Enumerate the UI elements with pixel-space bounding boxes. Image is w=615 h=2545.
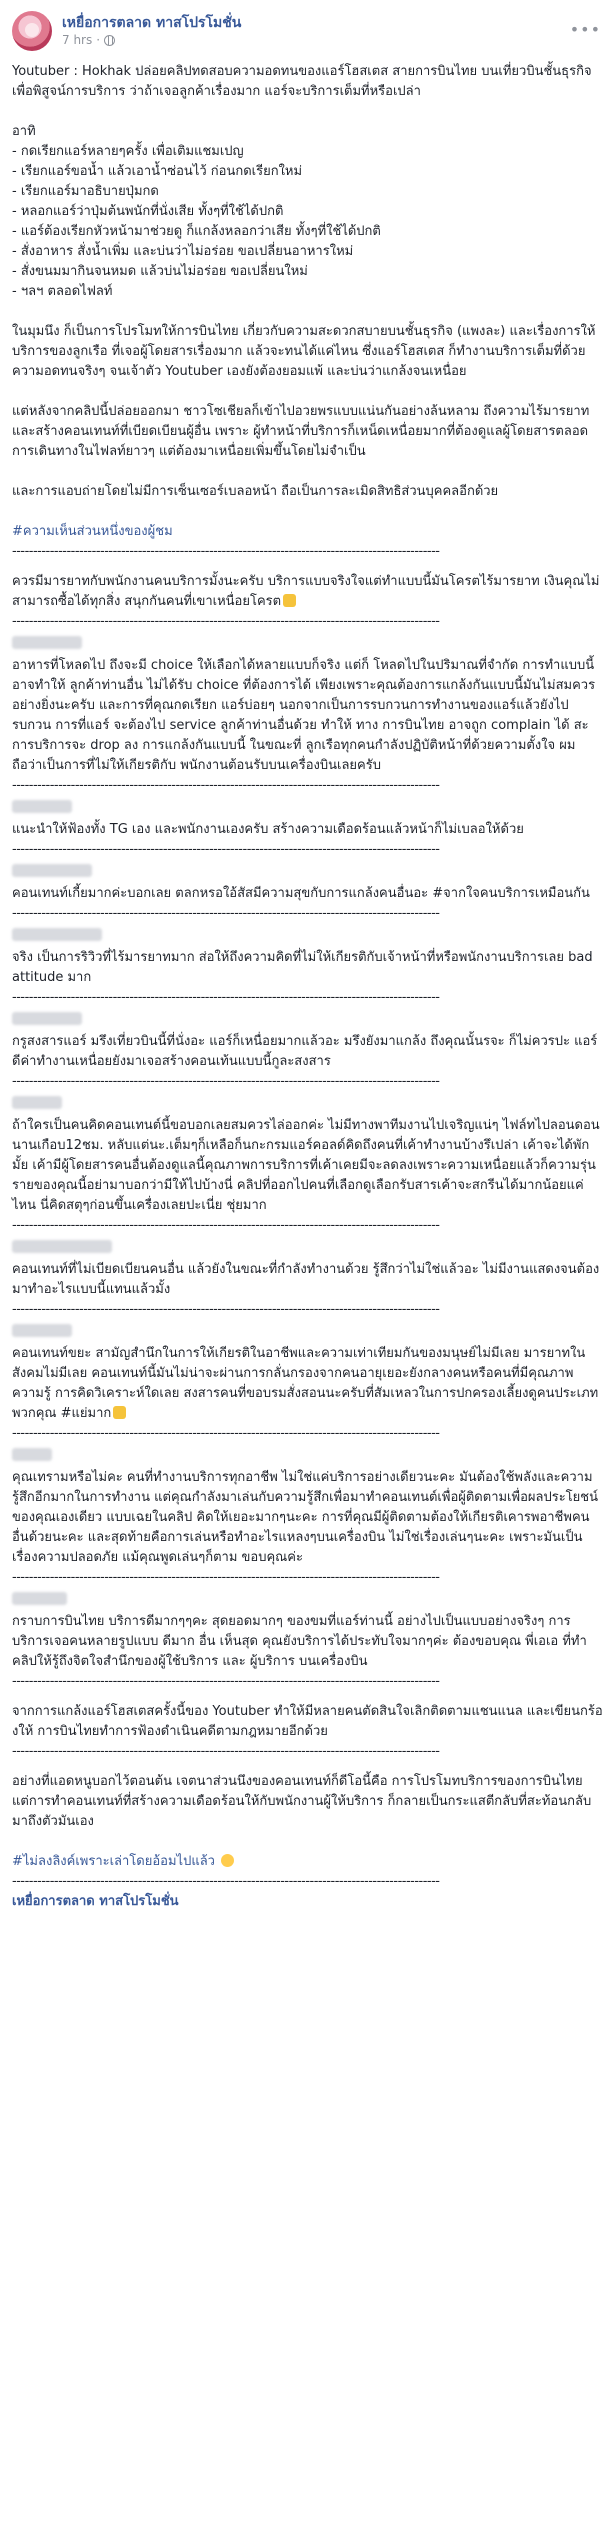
comment-text: ควรมีมารยาทกับพนักงานคนบริการมั้งนะครับ บริการแบบจริงใจแต่ทำแบบนี้มันโครตไร้มารยาท เงินคุณไม่สามารถซื้อได้ทุกสิ่ง สนุกกันคนที่เขาเหนื่อยโครต xyxy=(12,574,600,609)
list-item: - กดเรียกแอร์หลายๆครั้ง เพื่อเติมแชมเปญ xyxy=(12,144,244,159)
post-header xyxy=(12,0,603,62)
divider: ------------------------------------------------------------------------------------------------------ xyxy=(12,614,440,629)
blurred-commenter-name xyxy=(12,1012,82,1025)
blurred-commenter-name xyxy=(12,1096,62,1109)
hashtag-end-row xyxy=(12,1852,603,1872)
divider: ------------------------------------------------------------------------------------------------------ xyxy=(12,544,440,559)
separator-dot: · xyxy=(96,33,101,47)
divider: ------------------------------------------------------------------------------------------------------ xyxy=(12,906,440,921)
thumbs-up-icon xyxy=(283,594,296,607)
comment-text: กรูสงสารแอร์ มรึงเที่ยวบินนี้ที่นั่งอะ แอร์ก็เหนื่อยมากแล้วอะ มรึงยังมาแกล้ง ถึงคุณนั้นรจะ ก็ไม่ควรปะ แอร์ดีค่าทำงานเหนื่อยยังมาเจอสร้างคอนเท้นแบบนี้กูละสงสาร xyxy=(12,1034,598,1069)
divider: ------------------------------------------------------------------------------------------------------ xyxy=(12,990,440,1005)
comment-text: คอนเทนท์ที่ไม่เบียดเบียนคนอื่น แล้วยังในขณะที่กำลังทำงานด้วย รู้สึกว่าไม่ใช่แล้วอะ ไม่มีงานแสดงจนต้องมาทำอะไรแบบนี้แทนแล้วมั้ง xyxy=(12,1262,600,1297)
closing-paragraph: อย่างที่แอดหนูบอกไว้ตอนต้น เจตนาส่วนนึงของคอนเทนท์ก็ดีโอนี้คือ การโปรโมทบริการของการบินไทย แต่การทำคอนเทนท์ที่สร้างความเดือดร้อนให้กับพนักงานผู้ให้บริการ ก็กลายเป็นกระแสตีกลับที่สะท้อนกลับมาถึงตัวมันเอง xyxy=(12,1774,592,1829)
divider: ------------------------------------------------------------------------------------------------------ xyxy=(12,1074,440,1089)
list-item: - เรียกแอร์ขอน้ำ แล้วเอาน้ำซ่อนไว้ ก่อนกดเรียกใหม่ xyxy=(12,164,303,179)
list-item: - แอร์ต้องเรียกหัวหน้ามาช่วยดู ก็แกล้งหลอกว่าเสีย ทั้งๆที่ใช้ได้ปกติ xyxy=(12,224,381,239)
paragraph-promotion: ในมุมนึง ก็เป็นการโปรโมทให้การบินไทย เกี่ยวกับความสะดวกสบายบนชั้นธุรกิจ (แพงละ) และเรื่องการให้บริการของลูกเรือ ที่เจอผู้โดยสารเรื่องมาก แล้วจะทนได้แค่ไหน ซึ่งแอร์โฮสเตส ก็ทำงานบริการเต็มที่ด้วยความอดทนจริงๆ จนเจ้าตัว Youtuber เองยังต้องยอมแพ้ และบ่นว่าแกล้งจนเหนื่อย xyxy=(12,324,596,379)
comment-text: แนะนำให้ฟ้องทั้ง TG เอง และพนักงานเองครับ สร้างความเดือดร้อนแล้วหน้าก็ไม่เบลอให้ด้วย xyxy=(12,822,524,837)
hashtag-end[interactable]: #ไม่ลงลิงค์เพราะเล่าโดยอ้อมไปแล้ว xyxy=(12,1854,215,1869)
page-name-link[interactable]: เหยื่อการตลาด ทาสโปรโมชั่น xyxy=(62,15,242,31)
comment-text: จริง เป็นการริวิวที่ไร้มารยาทมาก ส่อให้ถึงความคิดที่ไม่ให้เกียรติกับเจ้าหน้าที่หรือพนักงานบริการเลย bad attitude มาก xyxy=(12,950,593,985)
list-item: - สั่งขนมมากินจนหมด แล้วบ่นไม่อร่อย ขอเปลี่ยนใหม่ xyxy=(12,264,308,279)
divider: ------------------------------------------------------------------------------------------------------ xyxy=(12,1570,440,1585)
divider: ------------------------------------------------------------------------------------------------------ xyxy=(12,1744,440,1759)
comment-text: กราบการบินไทย บริการดีมากๆๆคะ สุดยอดมากๆ ของขมที่แอร์ท่านนี้ อย่างไปเป็นแบบอย่างจริงๆ การบริการเจอคนหลายรูปแบบ ดีมาก อื่น เห็นสุด คุณยังบริการได้ประทับใจมากๆค่ะ ต้องขอบคุณ พี่เอเอ ที่ทำคลิปให้รู้ถึงจิตใจสำนึกของผู้ใช้บริการ และ ผู้บริการ บนเครื่องบิน xyxy=(12,1614,587,1669)
divider: ------------------------------------------------------------------------------------------------------ xyxy=(12,842,440,857)
hashtag-comments[interactable]: #ความเห็นส่วนหนึ่งของผู้ชม xyxy=(12,524,173,539)
signature-link[interactable]: เหยื่อการตลาด ทาสโปรโมชั่น xyxy=(12,1894,179,1909)
blurred-commenter-name xyxy=(12,800,72,813)
list-item: - สั่งอาหาร สั่งน้ำเพิ่ม และบ่นว่าไม่อร่อย ขอเปลี่ยนอาหารใหม่ xyxy=(12,244,354,259)
blurred-commenter-name xyxy=(12,1592,67,1605)
comment-text: คุณเทรามหรือไม่คะ คนที่ทำงานบริการทุกอาชีพ ไม่ใช่แค่บริการอย่างเดียวนะคะ มันต้องใช้พลังและความรู้สึกอีกมากในการทำงาน แต่คุณกำลังมาเล่นกับความรู้สึกเพื่อมาทำคอนเทนต์เพื่อผู้ติดตามเพื่อผลประโยชน์ของคุณเองเดียว แบบเฉยในคลิป คิดให้เยอะมากๆนะคะ การที่คุณมีผู้ติดตามต้องให้เกียรติเคารพอาชีพคนอื่นด้วยนะคะ และสุดท้ายคือการเล่นหรือทำอะไรแหลงๆบนเครื่องบิน ไม่ใช่เรื่องเล่นๆนะคะ เพราะมันเป็นเรื่องความปลอดภัย แม้คุณพูดเล่นๆก็ตาม ขอบคุณค่ะ xyxy=(12,1470,598,1565)
globe-icon xyxy=(104,35,115,46)
list-item: - เรียกแอร์มาอธิบายปุ่มกด xyxy=(12,184,159,199)
example-list xyxy=(12,142,603,302)
post-intro: Youtuber : Hokhak ปล่อยคลิปทดสอบความอดทนของแอร์โฮสเตส สายการบินไทย บนเที่ยวบินชั้นธุรกิจ เพื่อพิสูจน์การบริการ ว่าถ้าเจอลูกค้าเรื่องมาก แอร์จะบริการเต็มที่หรือเปล่า xyxy=(12,64,592,99)
list-item: - หลอกแอร์ว่าปุ่มต้นพนักที่นั่งเสีย ทั้งๆที่ใช้ได้ปกติ xyxy=(12,204,284,219)
example-label: อาทิ xyxy=(12,124,36,139)
divider: ------------------------------------------------------------------------------------------------------ xyxy=(12,1674,440,1689)
blurred-commenter-name xyxy=(12,1240,112,1253)
blurred-commenter-name xyxy=(12,928,102,941)
divider: ------------------------------------------------------------------------------------------------------ xyxy=(12,1218,440,1233)
comment-text: จากการแกล้งแอร์โฮสเตสครั้งนี้ของ Youtuber ทำให้มีหลายคนตัดสินใจเลิกติดตามแชนแนล และเขียนกร้องให้ การบินไทยทำการฟ้องดำเนินคดีตามกฎหมายอีกด้วย xyxy=(12,1704,603,1739)
blurred-commenter-name xyxy=(12,636,82,649)
time-row xyxy=(62,32,241,48)
post-body xyxy=(12,62,603,1912)
comment-text: คอนเทนท์เกี้ยมากค่ะบอกเลย ตลกหรอใอ้สัสมีความสุขกับการแกล้งคนอื่นอะ #จากใจคนบริการเหมือนกัน xyxy=(12,886,590,901)
blurred-commenter-name xyxy=(12,1324,72,1337)
comment-text: ถ้าใครเป็นคนคิดคอนเทนต์นี้ขอบอกเลยสมควรไล่ออกค่ะ ไม่มีทางพาทีมงานไปเจริญแน่ๆ ไฟล์ทไปลอนดอนนานเกือบ12ชม. หลับแต่นะ.เต็มๆก็เหลือก็นกะกรมแอร์คอลด์คิดถึงคนที่เค้าทำงานบ้างรึเปล่า เค้าจะได้พักมั้ย เค้ามีผู้โดยสารคนอื่นต้องดูแลนี้คุณภาพการบริการที่เค้าเคยมีจะลดลงเพราะความเหนื่อยแล้วก็ความรุ่นรายของคุณนี้อย่ามาบอกว่ามีให้ไปบ้างนี่ คลิปที่ออกไปคนที่เลือกดูเลือกรับสารเค้าจะสกรีนได้มากน้อยแค่ไหน นี่คิดสตุๆก่อนขึ้นเครื่องเลยปะเนี่ย ชุ่ยมาก xyxy=(12,1118,600,1213)
post-meta xyxy=(62,14,241,48)
divider: ------------------------------------------------------------------------------------------------------ xyxy=(12,1426,440,1441)
list-item: - ฯลฯ ตลอดไฟลท์ xyxy=(12,284,113,299)
blurred-commenter-name xyxy=(12,864,92,877)
paragraph-privacy: และการแอบถ่ายโดยไม่มีการเซ็นเซอร์เบลอหน้า ถือเป็นการละเมิดสิทธิส่วนบุคคลอีกด้วย xyxy=(12,484,499,499)
paragraph-backlash: แต่หลังจากคลิปนี้ปล่อยออกมา ชาวโซเชียลก็เข้าไปอวยพรแบบแน่นกันอย่างล้นหลาม ถึงความไร้มารยาทและสร้างคอนเทนท์ที่เบียดเบียนผู้อื่น เพราะ ผู้ทำหน้าที่บริการก็เหน็ดเหนื่อยมากที่ต้องดูแลผู้โดยสารตลอดการเดินทางในไฟลท์ยาวๆ แต่ต้องมาเหนื่อยเพิ่มขึ้นโดยไม่จำเป็น xyxy=(12,404,590,459)
ellipsis-icon[interactable]: ••• xyxy=(569,20,601,39)
post-timestamp[interactable]: 7 hrs xyxy=(62,33,93,47)
divider: ------------------------------------------------------------------------------------------------------ xyxy=(12,1874,440,1889)
comment-text: คอนเทนท์ขยะ สามัญสำนึกในการให้เกียรติในอาชีพและความเท่าเทียมกันของมนุษย์ไม่มีเลย มารยาทในสังคมไม่มีเลย คอนเทนท์นี้มันไม่น่าจะผ่านการกลั่นกรองจากคนอายุเยอะยังกลางคนหรือคนที่มีคุณภาพ ความรู้ การคิดวิเคราะห์ใดเลย สงสารคนที่ขอบรมสั่งสอนนะครับที่สัมเหลวในการปกครองเลี้ยงดูคนประเภทพวกคุณ #แย่มาก xyxy=(12,1346,599,1421)
blurred-commenter-name xyxy=(12,1448,52,1461)
divider: ------------------------------------------------------------------------------------------------------ xyxy=(12,1302,440,1317)
avatar-face xyxy=(25,23,39,37)
laughing-face-icon xyxy=(221,1854,234,1867)
thumbs-up-icon xyxy=(113,1406,126,1419)
divider: ------------------------------------------------------------------------------------------------------ xyxy=(12,778,440,793)
comment-text: อาหารที่โหลดไป ถึงจะมี choice ให้เลือกได้หลายแบบก็จริง แต่ก็ โหลดไปในปริมาณที่จำกัด การทำแบบนี้ อาจทำให้ ลูกค้าท่านอื่น ไม่ได้รับ choice ที่ต้องการได้ เพียงเพราะคุณต้องการแกล้งกันแบบนี้มันไม่สมควรอย่างยิ่งนะครับ และการที่คุณกดเรียก แอร์บ่อยๆ นอกจากเป็นการรบกวนการทำงานของแอร์แล้วยังไปรบกวน การที่แอร์ จะต้องไป service ลูกค้าท่านอื่นด้วย ทำให้ ทาง การบินไทย อาจถูก complain ได้ สะ การบริการจะ drop ลง การแกล้งกันแบบนี้ ในขณะที่ ลูกเรือทุกคนกำลังปฏิบัติหน้าที่ด้วยความตั้งใจ ผมถือว่าเป็นการที่ไม่ให้เกียรติกับ พนักงานต้อนรับบนเครื่องบินเลยครับ xyxy=(12,658,596,773)
page-avatar[interactable] xyxy=(12,11,52,51)
